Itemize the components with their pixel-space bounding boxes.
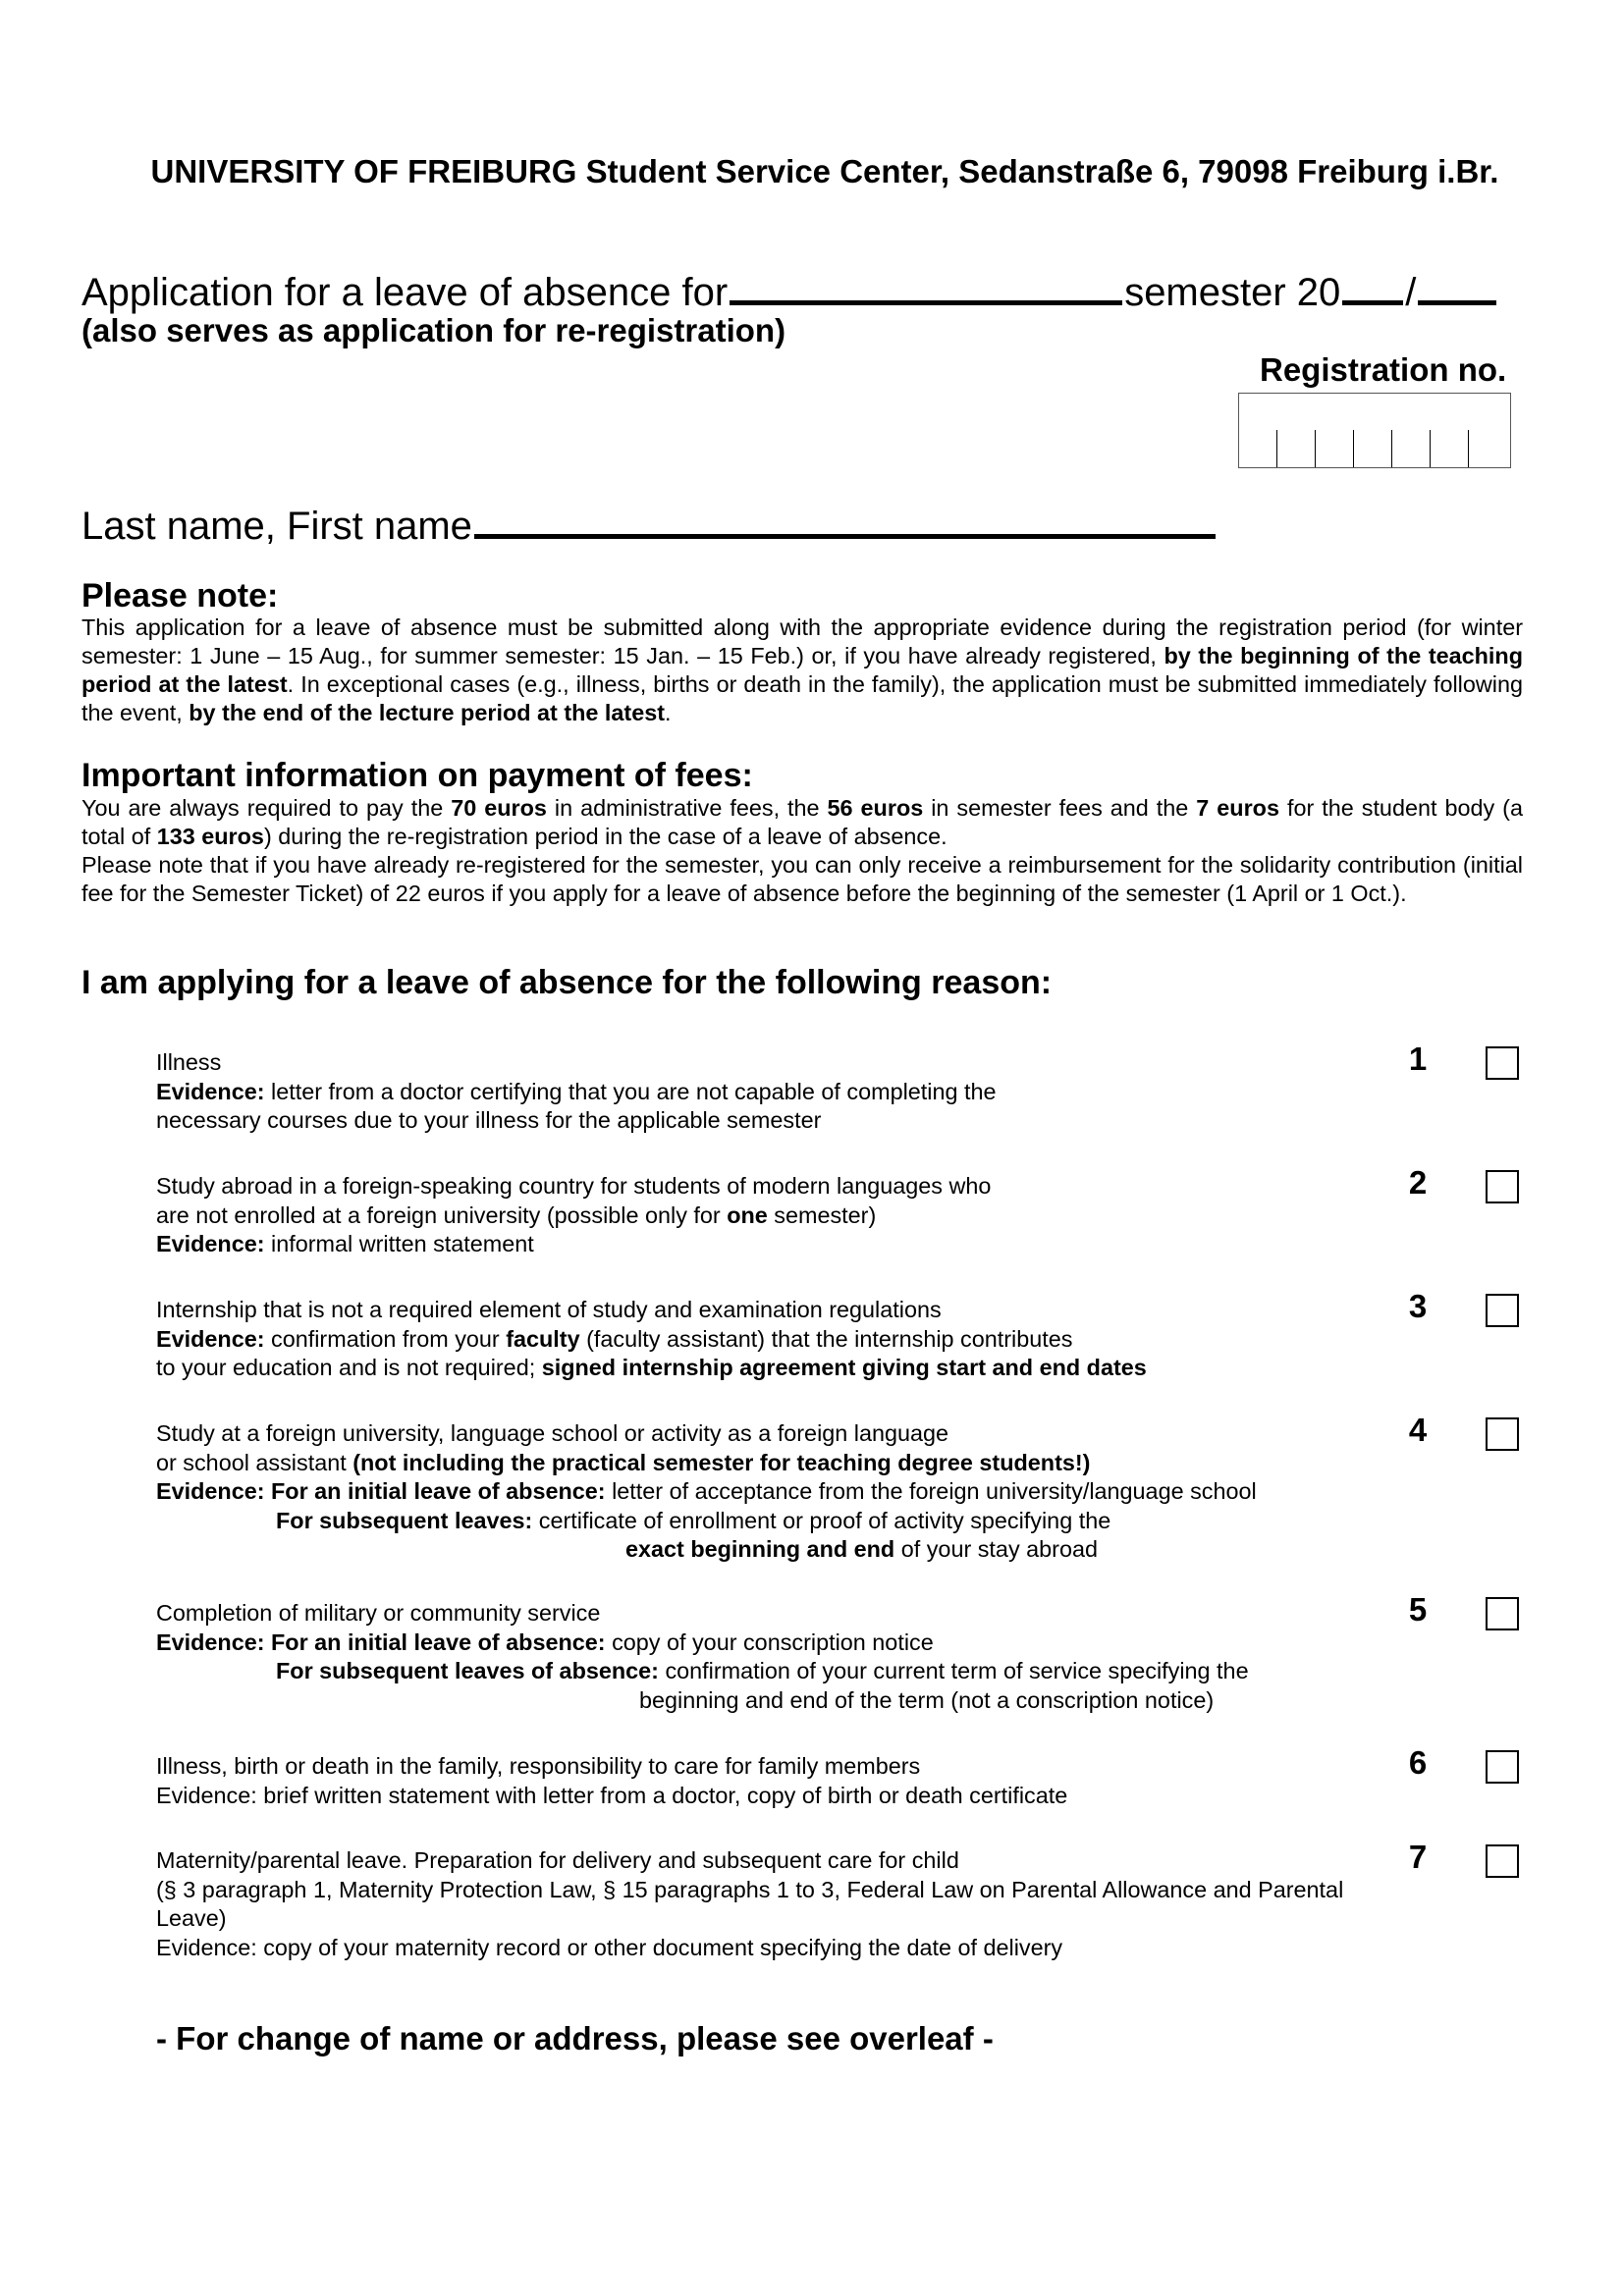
- year-end-field[interactable]: [1418, 265, 1496, 305]
- title-prefix: Application for a leave of absence for: [81, 271, 729, 314]
- reason-2-number: 2: [1408, 1164, 1428, 1201]
- reason-3-checkbox[interactable]: [1486, 1294, 1519, 1327]
- digit-divider: [1353, 430, 1354, 467]
- name-label: Last name, First name: [81, 505, 472, 548]
- year-slash: /: [1405, 271, 1417, 314]
- application-title: [81, 265, 1496, 315]
- reason-6-number: 6: [1408, 1744, 1428, 1781]
- overleaf-note: - For change of name or address, please see overleaf -: [156, 2020, 994, 2056]
- name-field[interactable]: [474, 499, 1216, 539]
- reason-1-number: 1: [1408, 1041, 1428, 1077]
- reason-2: Study abroad in a foreign-speaking country for students of modern languages who are not enrolled at a foreign university (possible only for one semester) Evidence: informal written statement: [156, 1173, 992, 1256]
- application-subtitle: (also serves as application for re-registration): [81, 312, 786, 348]
- name-row: [81, 499, 1216, 549]
- reason-5-number: 5: [1408, 1591, 1428, 1628]
- digit-divider: [1276, 430, 1277, 467]
- semester-type-field[interactable]: [730, 265, 1122, 305]
- reason-7-number: 7: [1408, 1839, 1428, 1875]
- reason-7: Maternity/parental leave. Preparation for delivery and subsequent care for child (§ 3 paragraph 1, Maternity Protection Law, § 15 paragraphs 1 to 3, Federal Law on Parental Allowance and Parental Leave) Evidence: copy of your maternity record or other document specifying the date of delivery: [156, 1847, 1344, 1960]
- digit-divider: [1315, 430, 1316, 467]
- reason-7-checkbox[interactable]: [1486, 1844, 1519, 1878]
- reason-4-number: 4: [1408, 1412, 1428, 1448]
- digit-divider: [1430, 430, 1431, 467]
- reason-4-checkbox[interactable]: [1486, 1417, 1519, 1451]
- fees-reimbursement-paragraph: Please note that if you have already re-registered for the semester, you can only receive a reimbursement for the solidarity contribution (initial fee for the Semester Ticket) of 22 euros if you apply for a leave of absence before the beginning of the semester (1 April or 1 Oct.).: [81, 852, 1523, 906]
- digit-divider: [1468, 430, 1469, 467]
- reason-6: Illness, birth or death in the family, responsibility to care for family members Evidence: brief written statement with letter from a doctor, copy of birth or death certificate: [156, 1753, 1068, 1808]
- reason-5-checkbox[interactable]: [1486, 1597, 1519, 1630]
- fees-heading: Important information on payment of fees:: [81, 757, 753, 794]
- reason-4: Study at a foreign university, language school or activity as a foreign language or school assistant (not including the practical semester for teaching degree students!) Evidence: For an initial leave of absence: letter of acceptance from the foreign university/language school For subsequent leaves: certificate of enrollment or proof of activity specifying the exact beginning and end of your stay abroad: [156, 1420, 1257, 1562]
- reason-1: Illness Evidence: letter from a doctor certifying that you are not capable of completing the necessary courses due to your illness for the applicable semester: [156, 1049, 997, 1133]
- year-start-field[interactable]: [1342, 265, 1403, 305]
- institution-header: UNIVERSITY OF FREIBURG Student Service Center, Sedanstraße 6, 79098 Freiburg i.Br.: [150, 153, 1499, 189]
- semester-label: semester 20: [1124, 271, 1341, 314]
- reason-3: Internship that is not a required element of study and examination regulations Evidence: confirmation from your faculty (faculty assistant) that the internship contributes to your education and is not required; signed internship agreement giving start and end dates: [156, 1297, 1147, 1380]
- reason-3-number: 3: [1408, 1288, 1428, 1324]
- reason-2-checkbox[interactable]: [1486, 1170, 1519, 1203]
- reason-1-checkbox[interactable]: [1486, 1046, 1519, 1080]
- reason-5: Completion of military or community service Evidence: For an initial leave of absence: copy of your conscription notice For subsequent leaves of absence: confirmation of your current term of service specifying the beginning and end of the term (not a conscription notice): [156, 1600, 1249, 1713]
- note-heading: Please note:: [81, 577, 279, 614]
- digit-divider: [1391, 430, 1392, 467]
- reason-6-checkbox[interactable]: [1486, 1750, 1519, 1784]
- reasons-heading: I am applying for a leave of absence for the following reason:: [81, 964, 1053, 1001]
- note-paragraph: This application for a leave of absence must be submitted along with the appropriate evidence during the registration period (for winter semester: 1 June – 15 Aug., for summer semester: 15 Jan. – 15 Feb.) or, if you have already registered, by the beginning of the teaching period at the latest. In exceptional cases (e.g., illness, births or death in the family), the application must be submitted immediately following the event, by the end of the lecture period at the latest.: [81, 614, 1523, 725]
- registration-number-field[interactable]: [1238, 393, 1511, 468]
- registration-label: Registration no.: [1260, 351, 1507, 388]
- fees-paragraph: You are always required to pay the 70 euros in administrative fees, the 56 euros in semester fees and the 7 euros for the student body (a total of 133 euros) during the re-registration period in the case of a leave of absence.: [81, 795, 1523, 849]
